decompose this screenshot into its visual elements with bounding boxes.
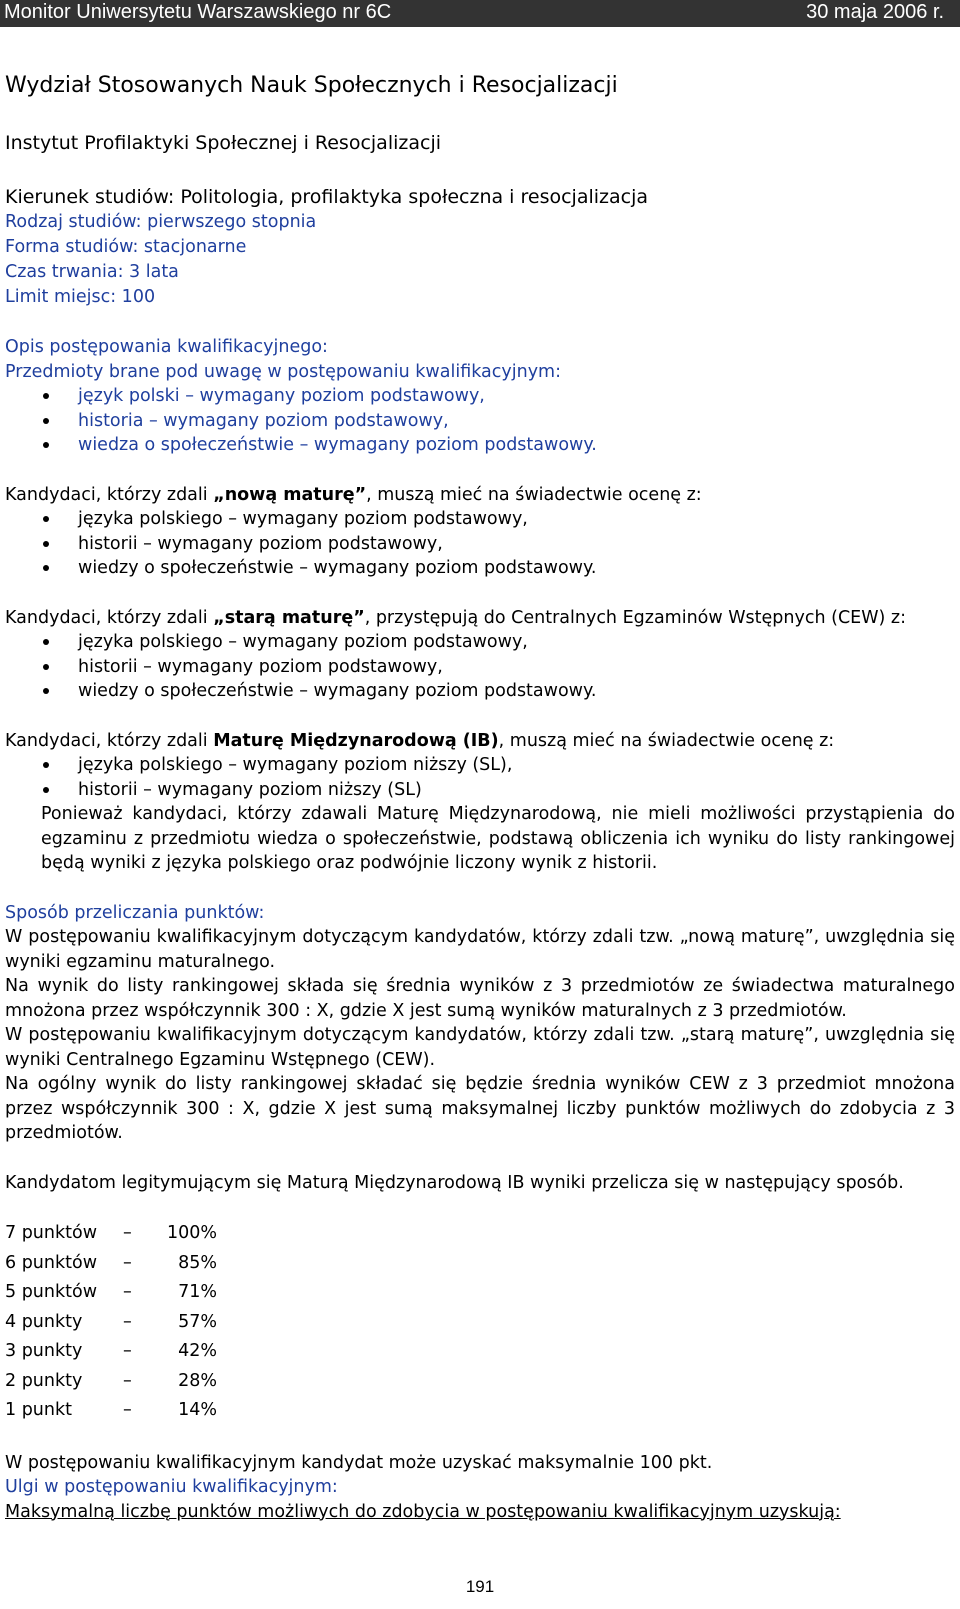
study-limit: Limit miejsc: 100: [5, 287, 156, 307]
table-row: 1 punkt – 14%: [5, 1400, 217, 1420]
list-item: języka polskiego – wymagany poziom niższy (SL),: [5, 753, 955, 778]
old-matura-intro: Kandydaci, którzy zdali „starą maturę”, przystępują do Centralnych Egzaminów Wstępnych (CEW) z:: [5, 607, 907, 628]
old-matura-list: [5, 630, 955, 704]
table-row: 3 punkty – 42%: [5, 1341, 217, 1361]
new-matura-list: [5, 507, 955, 581]
ib-conversion-intro: Kandydatom legitymującym się Maturą Międzynarodową IB wyniki przelicza się w następujący sposób.: [5, 1172, 904, 1193]
course-title: Kierunek studiów: Politologia, profilaktyka społeczna i resocjalizacja: [5, 186, 649, 208]
list-item: historii – wymagany poziom podstawowy,: [5, 655, 955, 680]
list-item: wiedza o społeczeństwie – wymagany poziom podstawowy.: [5, 433, 955, 458]
header-date: 30 maja 2006 r.: [806, 1, 944, 23]
relief-line: Maksymalną liczbę punktów możliwych do zdobycia w postępowaniu kwalifikacyjnym uzyskują:: [5, 1501, 841, 1522]
page-number: 191: [465, 1577, 495, 1596]
list-item: historia – wymagany poziom podstawowy,: [5, 409, 955, 434]
scoring-paragraph: W postępowaniu kwalifikacyjnym dotyczącym kandydatów, którzy zdali tzw. „nową maturę”, uwzględnia się wyniki egzaminu maturalnego.: [5, 927, 955, 972]
faculty-title: Wydział Stosowanych Nauk Społecznych i Resocjalizacji: [5, 73, 618, 98]
list-item: historii – wymagany poziom niższy (SL): [5, 778, 955, 803]
ib-intro: Kandydaci, którzy zdali Maturę Międzynarodową (IB), muszą mieć na świadectwie ocenę z:: [5, 730, 835, 751]
procedure-intro: Przedmioty brane pod uwagę w postępowaniu kwalifikacyjnym:: [5, 361, 561, 382]
scoring-paragraph: Na ogólny wynik do listy rankingowej składać się będzie średnia wyników CEW z 3 przedmiot mnożona przez współczynnik 300 : X, gdzie X jest sumą maksymalnej liczby punktów możliwych do zdobycia z 3 przedmiotów.: [5, 1074, 955, 1143]
list-item: historii – wymagany poziom podstawowy,: [5, 532, 955, 557]
page-header: [0, 0, 960, 27]
list-item: języka polskiego – wymagany poziom podstawowy,: [5, 507, 955, 532]
new-matura-intro: Kandydaci, którzy zdali „nową maturę”, muszą mieć na świadectwie ocenę z:: [5, 484, 702, 505]
study-duration: Czas trwania: 3 lata: [5, 262, 179, 282]
ib-conversion-table: [5, 1219, 955, 1426]
list-item: wiedzy o społeczeństwie – wymagany poziom podstawowy.: [5, 556, 955, 581]
ib-emphasis: Maturę Międzynarodową (IB): [213, 730, 499, 751]
procedure-subject-list: [5, 384, 955, 458]
table-row: 4 punkty – 57%: [5, 1311, 217, 1332]
ib-list: [5, 753, 955, 802]
study-form: Forma studiów: stacjonarne: [5, 237, 247, 257]
study-type: Rodzaj studiów: pierwszego stopnia: [5, 212, 317, 232]
study-meta: [5, 210, 955, 310]
max-points-note: W postępowaniu kwalifikacyjnym kandydat może uzyskać maksymalnie 100 pkt.: [5, 1452, 713, 1473]
old-matura-emphasis: „starą maturę”: [213, 607, 365, 628]
ib-note: Ponieważ kandydaci, którzy zdawali Maturę Międzynarodową, nie mieli możliwości przystąpienia do egzaminu z przedmiotu wiedza o społeczeństwie, podstawą obliczenia ich wyniku do listy rankingowej będą wyniki z języka polskiego oraz podwójnie liczony wynik z historii.: [41, 804, 955, 873]
list-item: wiedzy o społeczeństwie – wymagany poziom podstawowy.: [5, 679, 955, 704]
table-row: 6 punktów – 85%: [5, 1252, 217, 1273]
institute-title: Instytut Profilaktyki Społecznej i Resocjalizacji: [5, 132, 441, 154]
header-publication: Monitor Uniwersytetu Warszawskiego nr 6C: [4, 1, 392, 23]
list-item: języka polskiego – wymagany poziom podstawowy,: [5, 630, 955, 655]
relief-heading: Ulgi w postępowaniu kwalifikacyjnym:: [5, 1477, 338, 1497]
list-item: język polski – wymagany poziom podstawowy,: [5, 384, 955, 409]
document-body: [5, 72, 955, 1524]
table-row: 2 punkty – 28%: [5, 1370, 217, 1391]
scoring-paragraph: Na wynik do listy rankingowej składa się średnia wyników z 3 przedmiotów ze świadectwa maturalnego mnożona przez współczynnik 300 : X, gdzie X jest sumą wyników maturalnych z 3 przedmiotów.: [5, 976, 955, 1021]
new-matura-emphasis: „nową maturę”: [213, 484, 367, 505]
scoring-paragraph: W postępowaniu kwalifikacyjnym dotyczącym kandydatów, którzy zdali tzw. „starą maturę”, uwzględnia się wyniki Centralnego Egzaminu Wstępnego (CEW).: [5, 1025, 955, 1070]
procedure-heading: Opis postępowania kwalifikacyjnego:: [5, 337, 328, 357]
table-row: 7 punktów – 100%: [5, 1223, 218, 1243]
table-row: 5 punktów – 71%: [5, 1282, 217, 1302]
scoring-heading: Sposób przeliczania punktów:: [5, 902, 265, 923]
